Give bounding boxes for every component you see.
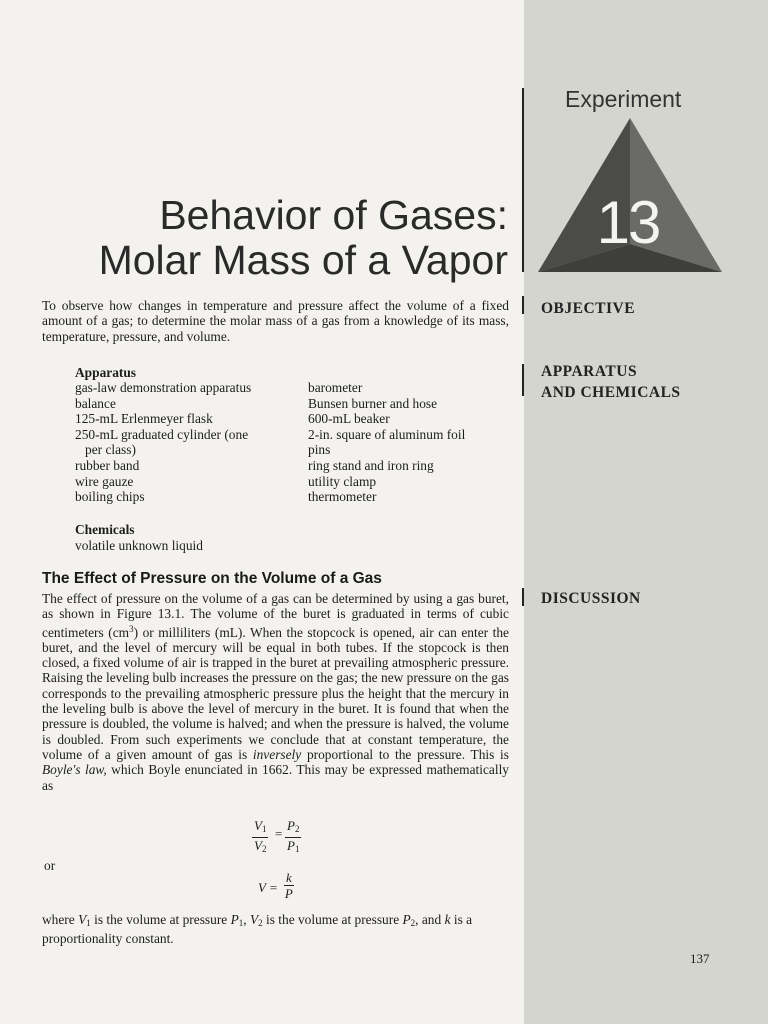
equation-lhs: V = xyxy=(258,880,278,895)
list-item: 600-mL beaker xyxy=(308,411,390,427)
symbol: P xyxy=(287,818,295,833)
apparatus-heading-line-1: APPARATUS xyxy=(541,363,638,380)
list-item: barometer xyxy=(308,380,363,395)
apparatus-rule xyxy=(522,364,524,396)
list-item: 2-in. square of aluminum foil xyxy=(308,426,466,442)
subscript: 2 xyxy=(261,844,267,854)
list-item: balance xyxy=(75,395,116,411)
equation-fraction-pressure xyxy=(285,818,301,857)
superscript: 3 xyxy=(129,623,134,634)
chemicals-subheading: Chemicals xyxy=(75,522,135,537)
subscript: 2 xyxy=(410,918,416,928)
list-item: 125-mL Erlenmeyer flask xyxy=(75,411,213,427)
symbol: P xyxy=(230,912,239,927)
symbol: V xyxy=(78,912,87,927)
objective-text: To observe how changes in temperature and pressure affect the volume of a fixed amount of a gas; to determine the molar mass of a gas from a knowledge of its mass, temperature, pressure, and volume. xyxy=(42,298,509,344)
title-line-2: Molar Mass of a Vapor xyxy=(98,237,508,283)
emphasis: Boyle's law, xyxy=(42,762,107,778)
discussion-text-part: which Boyle enunciated in 1662. This may be expressed mathematically as xyxy=(42,762,509,793)
list-item: boiling chips xyxy=(75,489,145,505)
equals-sign: = xyxy=(275,826,283,841)
text: is the volume at pressure xyxy=(262,912,403,927)
symbol: k xyxy=(286,870,292,885)
subscript: 1 xyxy=(261,824,267,834)
subscript: 1 xyxy=(238,918,244,928)
text: is the volume at pressure xyxy=(90,912,231,927)
equation-fraction-k xyxy=(284,870,294,901)
list-item: per class) xyxy=(85,442,136,458)
list-item: Bunsen burner and hose xyxy=(308,395,438,411)
page-number: 137 xyxy=(690,951,710,966)
title-rule xyxy=(522,88,524,272)
apparatus-list-left xyxy=(75,380,251,505)
discussion-text-part: ) or milliliters (mL). When the stopcock is opened, air can enter the buret, and the level of mercury will be equal in both tubes. If the stopcock is then closed, a fixed volume of air is trapped in the buret at prevailing atmospheric pressure. Raising the leveling bulb increases the pressure on the gas; the new pressure on the gas corresponds to the prevailing atmospheric pressure plus the height that the mercury in the leveling bulb is above the level of mercury in the buret. It is found that when the pressure is doubled, the volume is halved; and when the pressure is halved, the volume is doubled. From such experiments we conclude that at constant temperature, the volume of a given amount of gas is xyxy=(42,624,509,762)
equation-fraction-volume xyxy=(252,818,268,857)
discussion-text-part: proportional to the pressure. This is xyxy=(301,746,509,762)
symbol: k xyxy=(444,912,451,927)
text: is a proportionality constant. xyxy=(42,912,473,947)
emphasis: inversely xyxy=(252,746,302,762)
discussion-heading: DISCUSSION xyxy=(541,590,641,607)
text: where xyxy=(42,912,79,927)
section-heading: The Effect of Pressure on the Volume of a Gas xyxy=(42,570,382,587)
title-line-1: Behavior of Gases: xyxy=(159,192,508,238)
discussion-paragraph xyxy=(42,591,509,793)
list-item: ring stand and iron ring xyxy=(308,457,434,473)
experiment-label: Experiment xyxy=(565,86,682,112)
subscript: 2 xyxy=(294,824,300,834)
apparatus-list-right xyxy=(308,380,465,505)
list-item: wire gauze xyxy=(75,473,134,489)
where-paragraph xyxy=(42,912,509,947)
discussion-text-part: The effect of pressure on the volume of a gas can be determined by using a gas buret, as shown in Figure 13.1. The volume of the buret is graduated in terms of cubic centimeters (cm xyxy=(42,591,509,640)
list-item: thermometer xyxy=(308,489,377,505)
symbol: P xyxy=(402,912,411,927)
list-item: gas-law demonstration apparatus xyxy=(75,380,252,395)
objective-rule xyxy=(522,296,524,314)
experiment-number: 13 xyxy=(596,189,660,256)
apparatus-heading-line-2: AND CHEMICALS xyxy=(541,384,681,401)
symbol: V xyxy=(254,818,262,833)
apparatus-subheading: Apparatus xyxy=(75,365,137,380)
subscript: 1 xyxy=(86,918,91,928)
discussion-rule xyxy=(522,588,524,606)
apparatus-heading xyxy=(541,361,681,403)
subscript: 1 xyxy=(294,844,300,854)
text: , and xyxy=(415,912,445,927)
objective-heading: OBJECTIVE xyxy=(541,300,636,317)
chemicals-item: volatile unknown liquid xyxy=(75,538,203,553)
symbol: P xyxy=(287,838,295,853)
subscript: 2 xyxy=(258,918,263,928)
list-item: 250-mL graduated cylinder (one xyxy=(75,426,249,442)
symbol: V xyxy=(249,912,259,927)
list-item: pins xyxy=(308,442,331,458)
symbol: P xyxy=(284,886,293,901)
or-connector: or xyxy=(44,858,56,873)
text: , xyxy=(243,912,250,927)
symbol: V xyxy=(254,838,262,853)
list-item: utility clamp xyxy=(308,473,377,489)
list-item: rubber band xyxy=(75,457,140,473)
page-title xyxy=(99,193,508,283)
